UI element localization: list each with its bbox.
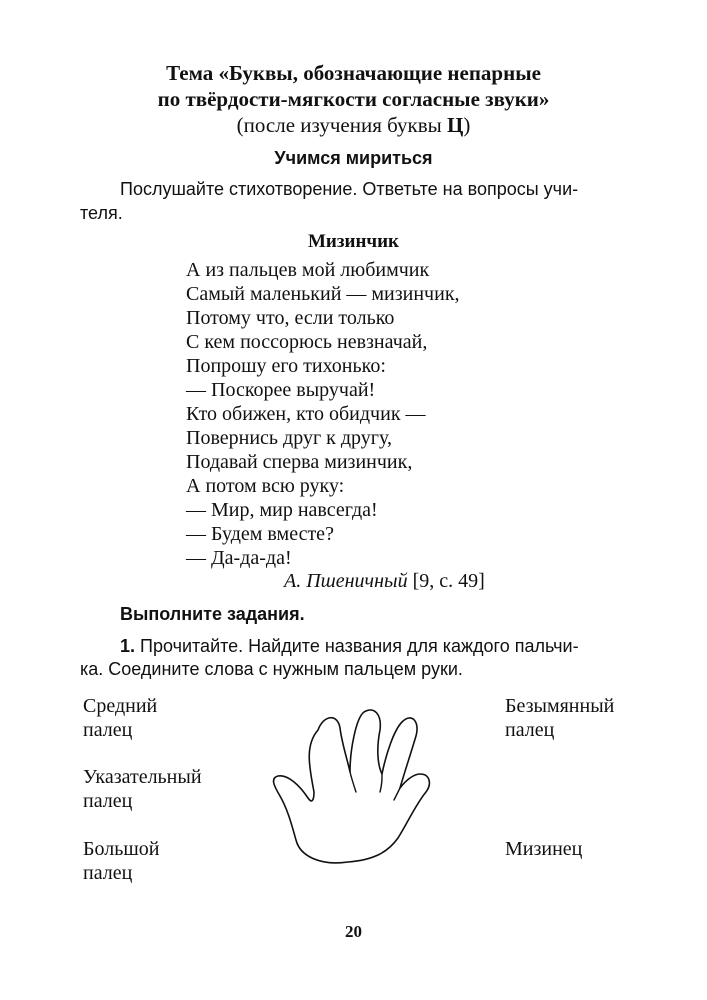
poem-line: — Будем вместе? [186, 523, 334, 545]
poem-line: Подавай сперва мизинчик, [186, 451, 413, 473]
poem-line: — Мир, мир навсегда! [186, 499, 378, 521]
label-thumb-finger-word: палец [83, 862, 133, 884]
poem-line: С кем поссорюсь невзначай, [186, 331, 428, 353]
label-index-word: Указательный [83, 766, 202, 788]
topic-title-line-1: Тема «Буквы, обозначающие непарные [166, 61, 541, 85]
subtitle-letter: Ц [447, 113, 464, 137]
instruction-line-1: Послушайте стихотворение. Ответьте на вопросы учи- [120, 179, 579, 199]
instruction-line-2: теля. [80, 203, 123, 223]
label-pinky-word: Мизинец [505, 838, 583, 860]
hand-outline-illustration [270, 700, 440, 870]
label-pinky [505, 837, 582, 861]
label-index-finger [83, 765, 202, 813]
subtitle-prefix: (после изучения буквы [236, 113, 447, 137]
tasks-heading: Выполните задания. [120, 604, 305, 624]
poem-line: Кто обижен, кто обидчик — [186, 403, 426, 425]
label-middle-word: Средний [83, 695, 158, 717]
task-1-line-2: ка. Соедините слова с нужным пальцем руки. [80, 659, 463, 679]
poem-author: А. Пшеничный [284, 570, 408, 592]
section-heading: Учимся мириться [274, 148, 433, 168]
task-1-text: Прочитайте. Найдите названия для каждого пальчи- [135, 636, 579, 656]
poem-title: Мизинчик [307, 231, 400, 252]
page-number: 20 [345, 922, 362, 941]
label-thumb-word: Большой [83, 838, 160, 860]
poem-line: Повернись друг к другу, [186, 427, 392, 449]
label-ring-word: Безымянный [505, 695, 615, 717]
poem-line: А потом всю руку: [186, 475, 345, 497]
label-middle-finger-word: палец [83, 719, 133, 741]
label-index-finger-word: палец [83, 790, 133, 812]
topic-title-line-2: по твёрдости-мягкости согласные звуки» [157, 87, 550, 111]
poem-line: — Да-да-да! [186, 547, 292, 569]
label-ring-finger-word: палец [505, 719, 555, 741]
poem-attribution [284, 570, 485, 593]
task-1-number: 1. [120, 636, 136, 656]
poem-line: А из пальцев мой любимчик [186, 259, 430, 281]
label-thumb [83, 837, 159, 885]
poem-line: Самый маленький — мизинчик, [186, 283, 460, 305]
label-middle-finger [83, 694, 157, 742]
topic-subtitle [0, 113, 707, 137]
poem-line: Потому что, если только [186, 307, 395, 329]
subtitle-suffix: ) [463, 113, 471, 137]
poem-citation: [9, с. 49] [407, 570, 485, 592]
poem-line: Попрошу его тихонько: [186, 355, 386, 377]
poem-line: — Поскорее выручай! [186, 379, 376, 401]
label-ring-finger [505, 694, 614, 742]
